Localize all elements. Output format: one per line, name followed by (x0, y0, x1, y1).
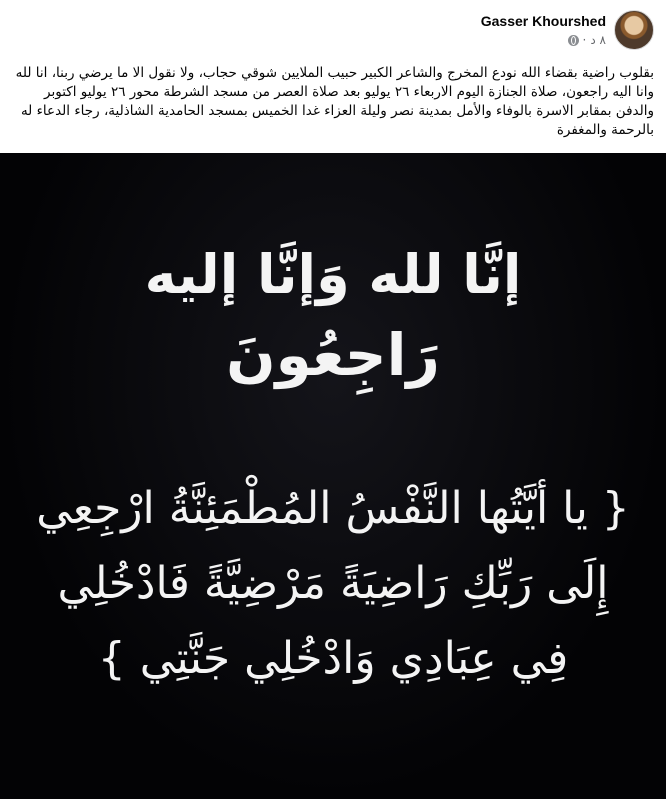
verse-line-3: فِي عِبَادِي وَادْخُلِي جَنَّتِي } (97, 633, 569, 684)
post-body-text: بقلوب راضية بقضاء الله نودع المخرج والشاعر الكبير حبيب الملايين شوقي حجاب، ولا نقول الا ما يرضي ربنا، انا لله وانا اليه راجعون، صلاة الجنازة اليوم الاربعاء ٢٦ يوليو بعد صلاة العصر من مسجد الشرطة محور ٢٦ يوليو اكتوبر والدفن بمقابر الاسرة بالوفاء والأمل بمدينة نصر وليلة العزاء غدا الخميس بمسجد الحامدية الشاذلية، رجاء الدعاء له بالرحمة والمغفرة (15, 65, 654, 138)
post-meta (568, 32, 606, 48)
post-timestamp[interactable]: ٨ د (590, 33, 606, 47)
post-header (481, 10, 654, 50)
calligraphy-line-1: إنَّا لله وَإنَّا إليه (144, 243, 522, 306)
meta-separator: · (582, 33, 587, 47)
globe-icon[interactable] (568, 35, 579, 46)
author-block (481, 12, 606, 48)
author-name[interactable]: Gasser Khourshed (480, 13, 606, 29)
post-image[interactable] (0, 153, 666, 799)
verse-line-1: { يا أيَّتُها النَّفْسُ المُطْمَئِنَّةُ ارْجِعِي (36, 483, 630, 534)
calligraphy-line-2: رَاجِعُونَ (226, 321, 440, 389)
author-avatar[interactable] (614, 10, 654, 50)
verse-line-2: إِلَى رَبِّكِ رَاضِيَةً مَرْضِيَّةً فَادْخُلِي (57, 558, 609, 609)
